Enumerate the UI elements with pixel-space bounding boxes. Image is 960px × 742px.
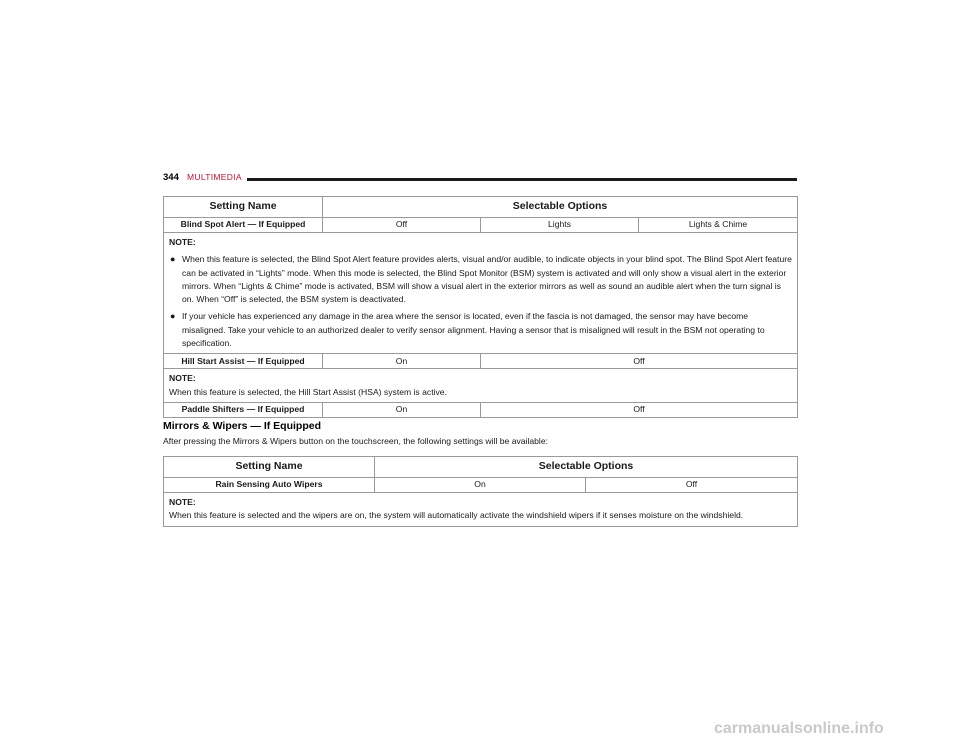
table-header-row (164, 457, 798, 478)
page-header (163, 172, 797, 186)
col-selectable-options: Selectable Options (323, 197, 798, 218)
option-off: Off (481, 354, 798, 369)
section-heading-mirrors-wipers: Mirrors & Wipers — If Equipped (163, 420, 322, 432)
option-on: On (323, 402, 481, 417)
option-lights-chime: Lights & Chime (639, 218, 798, 233)
note-text: When this feature is selected and the wipers are on, the system will automatically activate the windshield wipers if it senses moisture on the windshield. (169, 510, 744, 521)
table-row (164, 354, 798, 369)
note-text: When this feature is selected, the Blind Spot Alert feature provides alerts, visual and/or audible, to indicate objects in your blind spot. The Blind Spot Alert feature can be activated in “Lights” mode. When this mode is selected, the Blind Spot Monitor (BSM) system is activated and will only show a visual alert in the exterior mirrors. When “Lights & Chime” mode is activated, BSM will show a visual alert in the exterior mirrors as well as sound an audible alert when the turn signal is on. When “Off” is selected, the BSM system is deactivated. (182, 254, 792, 305)
note-label: NOTE: (169, 237, 196, 247)
note-label: NOTE: (169, 497, 196, 507)
note-cell (164, 369, 798, 403)
note-row (164, 233, 798, 354)
col-setting-name: Setting Name (164, 197, 323, 218)
option-off: Off (586, 478, 798, 493)
setting-name-hill-start-assist: Hill Start Assist — If Equipped (164, 354, 323, 369)
col-setting-name: Setting Name (164, 457, 375, 478)
note-label: NOTE: (169, 373, 196, 384)
bullet-icon: ● (170, 254, 176, 265)
section-title: MULTIMEDIA (187, 172, 242, 182)
note-text: When this feature is selected, the Hill Start Assist (HSA) system is active. (169, 386, 447, 397)
list-item (169, 253, 792, 306)
option-on: On (323, 354, 481, 369)
setting-name-blind-spot-alert: Blind Spot Alert — If Equipped (164, 218, 323, 233)
note-cell (164, 493, 798, 527)
table-row (164, 218, 798, 233)
table-row (164, 478, 798, 493)
note-cell (164, 233, 798, 354)
header-rule (247, 178, 797, 181)
settings-table-mirrors-wipers (163, 456, 798, 527)
intro-text: After pressing the Mirrors & Wipers button on the touchscreen, the following settings will be available: (163, 436, 548, 446)
col-selectable-options: Selectable Options (375, 457, 798, 478)
setting-name-paddle-shifters: Paddle Shifters — If Equipped (164, 402, 323, 417)
option-on: On (375, 478, 586, 493)
bullet-icon: ● (170, 311, 176, 322)
table-header-row (164, 197, 798, 218)
page-number: 344 (163, 172, 179, 183)
watermark-text: carmanualsonline.info (714, 720, 884, 737)
note-text: If your vehicle has experienced any damage in the area where the sensor is located, even if the fascia is not damaged, the sensor may have become misaligned. Take your vehicle to an authorized dealer to verify sensor alignment. Having a sensor that is misaligned will result in the BSM not operating to specification. (182, 311, 765, 349)
table-row (164, 402, 798, 417)
note-row (164, 369, 798, 403)
list-item (169, 310, 792, 350)
note-list (169, 253, 792, 350)
settings-table-vehicle (163, 196, 798, 418)
setting-name-rain-sensing-wipers: Rain Sensing Auto Wipers (164, 478, 375, 493)
note-row (164, 493, 798, 527)
option-off: Off (323, 218, 481, 233)
option-off: Off (481, 402, 798, 417)
option-lights: Lights (481, 218, 639, 233)
